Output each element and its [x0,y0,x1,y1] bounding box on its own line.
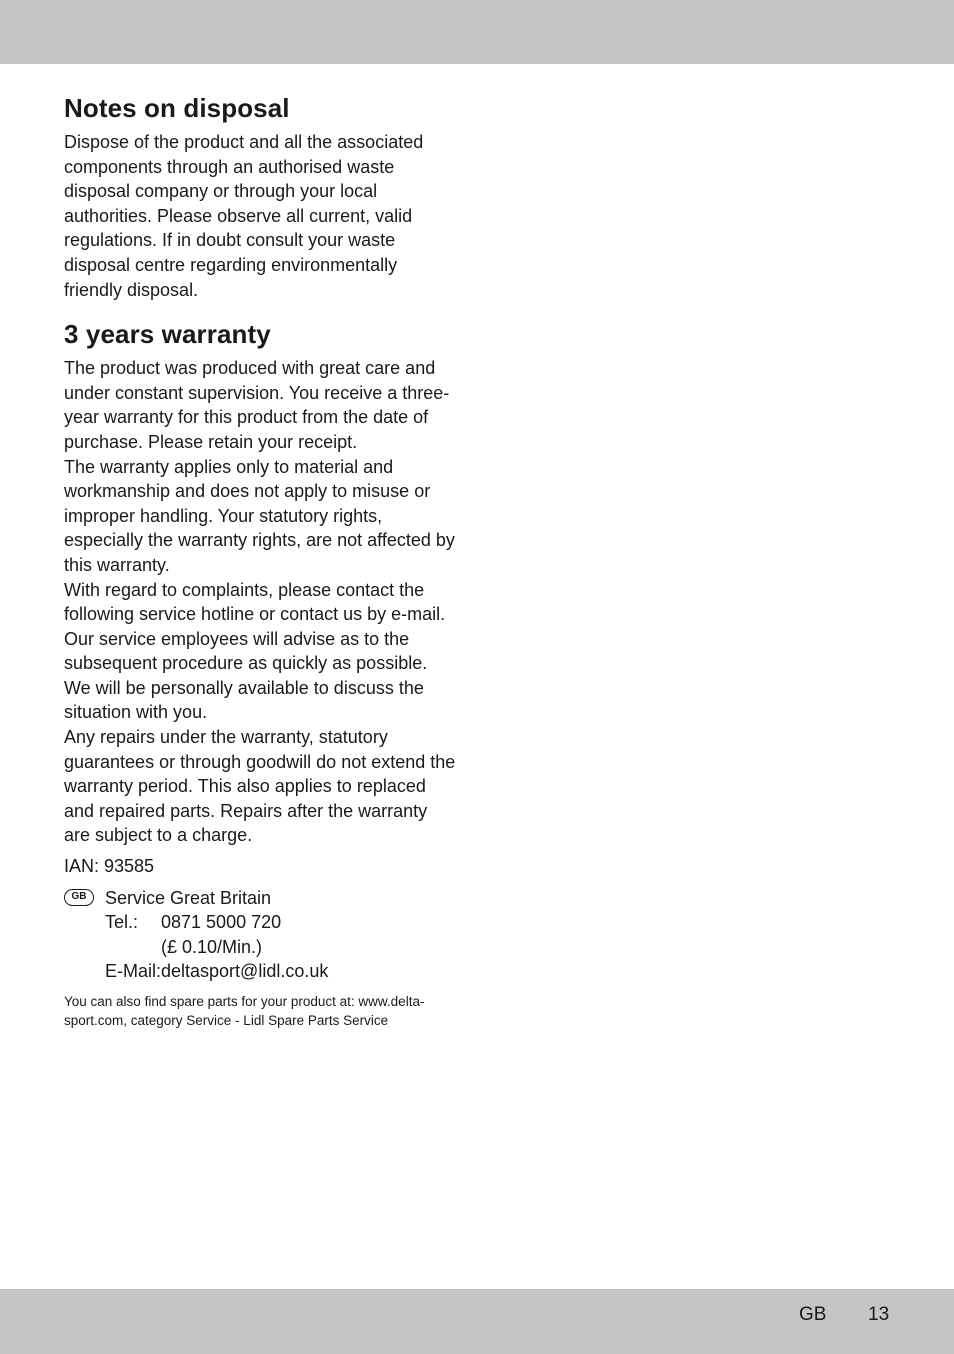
page-number: 13 [868,1304,890,1325]
top-band [0,0,954,64]
content-column [64,90,456,1030]
warranty-paragraph: With regard to complaints, please contact the following service hotline or contact us by e-mail. Our service employees will advise as to the subsequent procedure as quickly as possible. We will be personally available to discuss the situation with you. [64,579,446,723]
tel-number: 0871 5000 720 [161,912,282,933]
service-name: Service Great Britain [105,887,272,908]
gb-country-icon: GB [64,889,94,906]
warranty-paragraph: The warranty applies only to material and workmanship and does not apply to misuse or improper handling. Your statutory rights, especially the warranty rights, are not affected by this warranty. [64,456,455,575]
spare-parts-note: You can also find spare parts for your product at: www.delta-sport.com, category Service - Lidl Spare Parts Service [64,994,425,1028]
warranty-paragraph: The product was produced with great care and under constant supervision. You receive a three-year warranty for this product from the date of purchase. Please retain your receipt. [64,358,450,452]
tel-rate: (£ 0.10/Min.) [161,936,263,957]
warranty-heading: 3 years warranty [64,319,271,350]
service-contact [64,886,456,984]
tel-label: Tel.: [105,912,139,933]
warranty-body [64,356,456,848]
disposal-heading: Notes on disposal [64,93,290,123]
warranty-paragraph: Any repairs under the warranty, statutory guarantees or through goodwill do not extend the warranty period. This also applies to replaced and repaired parts. Repairs after the warranty are subject to a charge. [64,727,456,846]
service-email: E-Mail:deltasport@lidl.co.uk [105,961,329,982]
footer-language: GB [799,1304,827,1325]
tel-row [105,910,456,935]
disposal-text: Dispose of the product and all the associated components through an authorised waste disposal company or through your local authorities. Please observe all current, valid regulations. If in doubt consult your waste disposal centre regarding environmentally friendly disposal. [64,132,424,300]
ian-number: IAN: 93585 [64,856,155,877]
